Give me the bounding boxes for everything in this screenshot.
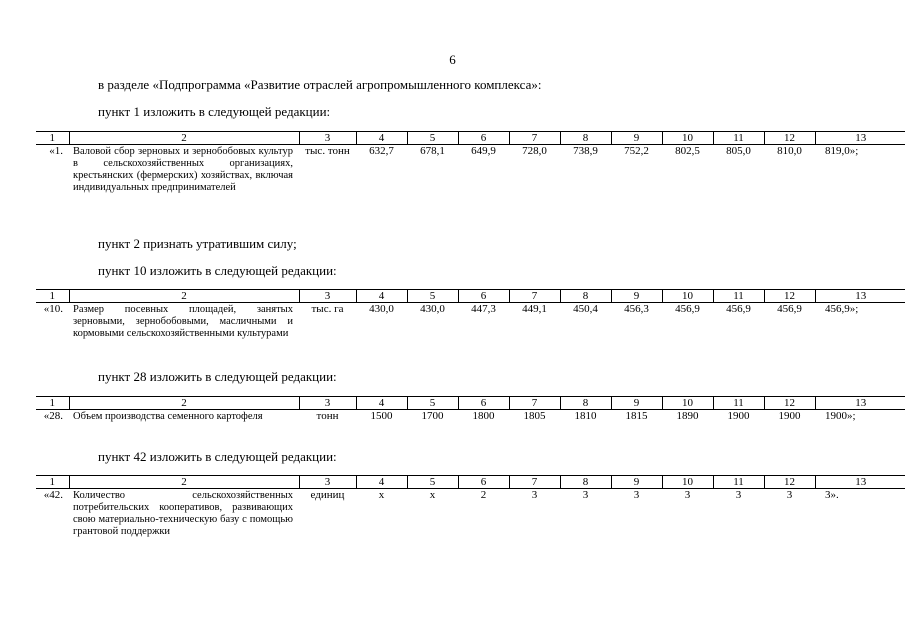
header-cell: 9 xyxy=(611,476,662,489)
header-cell: 8 xyxy=(560,476,611,489)
header-cell: 5 xyxy=(407,397,458,410)
value-cell: 1500 xyxy=(370,410,393,422)
unit-cell: единиц xyxy=(310,489,345,501)
header-cell: 5 xyxy=(407,290,458,303)
indicator-name: Размер посевных площадей, занятых зерновыми, зернобобовыми, масличными и кормовыми сельскохозяйственными культурами xyxy=(73,304,293,339)
header-cell: 12 xyxy=(764,476,815,489)
value-cell: 3 xyxy=(633,489,640,501)
value-cell: 1890 xyxy=(676,410,699,422)
table-row xyxy=(36,489,905,539)
value-cell: 447,3 xyxy=(471,303,496,315)
value-cell: 819,0»; xyxy=(825,145,859,157)
value-cell: 1800 xyxy=(472,410,495,422)
table-row xyxy=(36,145,905,195)
header-cell: 1 xyxy=(36,132,69,145)
value-cell: х xyxy=(429,489,436,501)
header-cell: 7 xyxy=(509,290,560,303)
header-cell: 13 xyxy=(815,290,905,303)
header-cell: 7 xyxy=(509,397,560,410)
header-cell: 6 xyxy=(458,476,509,489)
indicator-name: Количество сельскохозяйственных потребительских кооперативов, развивающих свою материально-техническую базу с помощью грантовой поддержки xyxy=(73,490,293,537)
value-cell: х xyxy=(378,489,385,501)
header-cell: 9 xyxy=(611,290,662,303)
header-cell: 12 xyxy=(764,290,815,303)
table-item-42 xyxy=(36,475,905,538)
table-header-row xyxy=(36,476,905,489)
header-cell: 1 xyxy=(36,476,69,489)
header-cell: 8 xyxy=(560,132,611,145)
table-header-row xyxy=(36,397,905,410)
header-cell: 4 xyxy=(356,476,407,489)
header-cell: 5 xyxy=(407,476,458,489)
table-row xyxy=(36,410,905,424)
value-cell: 1900 xyxy=(727,410,750,422)
header-cell: 4 xyxy=(356,290,407,303)
header-cell: 3 xyxy=(299,476,356,489)
header-cell: 1 xyxy=(36,290,69,303)
value-cell: 752,2 xyxy=(624,145,649,157)
header-cell: 12 xyxy=(764,132,815,145)
header-cell: 3 xyxy=(299,290,356,303)
header-cell: 6 xyxy=(458,132,509,145)
table-row xyxy=(36,303,905,341)
header-cell: 4 xyxy=(356,397,407,410)
header-cell: 7 xyxy=(509,132,560,145)
value-cell: 456,3 xyxy=(624,303,649,315)
value-cell: 1900 xyxy=(778,410,801,422)
header-cell: 10 xyxy=(662,476,713,489)
header-cell: 8 xyxy=(560,397,611,410)
unit-cell: тыс. тонн xyxy=(305,145,350,157)
value-cell: 2 xyxy=(480,489,487,501)
value-cell: 430,0 xyxy=(369,303,394,315)
table-item-28 xyxy=(36,396,905,423)
table-header-row xyxy=(36,290,905,303)
item-10-instruction: пункт 10 изложить в следующей редакции: xyxy=(98,263,337,278)
value-cell: 678,1 xyxy=(420,145,445,157)
row-number: «1. xyxy=(49,145,63,157)
header-cell: 9 xyxy=(611,397,662,410)
page-number: 6 xyxy=(449,52,456,67)
header-cell: 12 xyxy=(764,397,815,410)
header-cell: 2 xyxy=(69,132,299,145)
value-cell: 802,5 xyxy=(675,145,700,157)
indicator-name: Объем производства семенного картофеля xyxy=(73,411,263,422)
value-cell: 456,9 xyxy=(726,303,751,315)
header-cell: 10 xyxy=(662,132,713,145)
value-cell: 1815 xyxy=(625,410,648,422)
header-cell: 10 xyxy=(662,290,713,303)
value-cell: 1700 xyxy=(421,410,444,422)
value-cell: 649,9 xyxy=(471,145,496,157)
unit-cell: тыс. га xyxy=(311,303,344,315)
header-cell: 13 xyxy=(815,476,905,489)
header-cell: 10 xyxy=(662,397,713,410)
value-cell: 3 xyxy=(684,489,691,501)
table-item-10 xyxy=(36,289,905,340)
value-cell: 3 xyxy=(582,489,589,501)
value-cell: 3 xyxy=(786,489,793,501)
header-cell: 13 xyxy=(815,397,905,410)
value-cell: 1805 xyxy=(523,410,546,422)
header-cell: 2 xyxy=(69,476,299,489)
value-cell: 810,0 xyxy=(777,145,802,157)
value-cell: 449,1 xyxy=(522,303,547,315)
unit-cell: тонн xyxy=(316,410,339,422)
value-cell: 1900»; xyxy=(825,410,856,422)
row-number: «42. xyxy=(43,489,63,501)
value-cell: 738,9 xyxy=(573,145,598,157)
row-number: «10. xyxy=(43,303,63,315)
item-28-instruction: пункт 28 изложить в следующей редакции: xyxy=(98,369,337,384)
header-cell: 11 xyxy=(713,476,764,489)
header-cell: 13 xyxy=(815,132,905,145)
value-cell: 456,9 xyxy=(777,303,802,315)
header-cell: 3 xyxy=(299,397,356,410)
header-cell: 8 xyxy=(560,290,611,303)
header-cell: 11 xyxy=(713,397,764,410)
header-cell: 7 xyxy=(509,476,560,489)
header-cell: 4 xyxy=(356,132,407,145)
item-42-instruction: пункт 42 изложить в следующей редакции: xyxy=(98,449,337,464)
value-cell: 728,0 xyxy=(522,145,547,157)
value-cell: 3 xyxy=(735,489,742,501)
header-cell: 2 xyxy=(69,397,299,410)
value-cell: 456,9 xyxy=(675,303,700,315)
indicator-name: Валовой сбор зерновых и зернобобовых культур в сельскохозяйственных организациях, крестьянских (фермерских) хозяйствах, включая индивидуальных предпринимателей xyxy=(73,146,293,193)
intro-paragraph: в разделе «Подпрограмма «Развитие отраслей агропромышленного комплекса»: xyxy=(98,77,542,92)
item-1-instruction: пункт 1 изложить в следующей редакции: xyxy=(98,104,331,119)
value-cell: 450,4 xyxy=(573,303,598,315)
header-cell: 6 xyxy=(458,397,509,410)
value-cell: 632,7 xyxy=(369,145,394,157)
value-cell: 430,0 xyxy=(420,303,445,315)
header-cell: 2 xyxy=(69,290,299,303)
table-item-1 xyxy=(36,131,905,194)
value-cell: 3 xyxy=(531,489,538,501)
value-cell: 456,9»; xyxy=(825,303,859,315)
header-cell: 1 xyxy=(36,397,69,410)
row-number: «28. xyxy=(43,410,63,422)
value-cell: 1810 xyxy=(574,410,597,422)
header-cell: 5 xyxy=(407,132,458,145)
table-header-row xyxy=(36,132,905,145)
header-cell: 3 xyxy=(299,132,356,145)
header-cell: 9 xyxy=(611,132,662,145)
header-cell: 6 xyxy=(458,290,509,303)
header-cell: 11 xyxy=(713,132,764,145)
value-cell: 805,0 xyxy=(726,145,751,157)
value-cell: 3». xyxy=(825,489,839,501)
header-cell: 11 xyxy=(713,290,764,303)
item-2-instruction: пункт 2 признать утратившим силу; xyxy=(98,236,297,251)
